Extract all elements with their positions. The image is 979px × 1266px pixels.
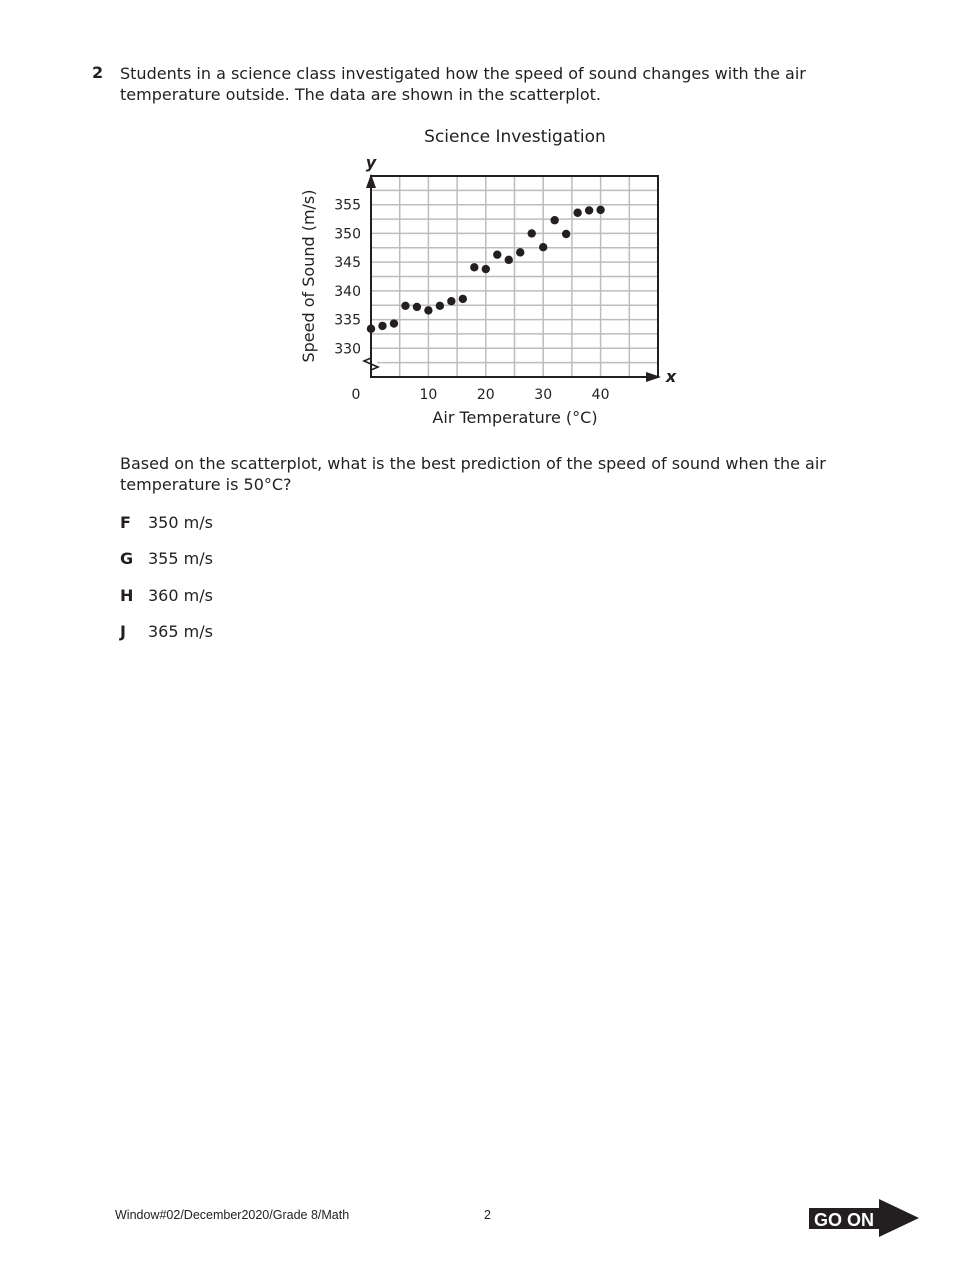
x-tick-label: 20 <box>476 387 495 403</box>
data-point <box>413 303 421 311</box>
data-point <box>459 295 467 303</box>
question-prompt: Based on the scatterplot, what is the best prediction of the speed of sound when the air temperature is 50°C? <box>120 454 826 494</box>
answer-choice-h[interactable] <box>120 586 213 605</box>
origin-label: 0 <box>351 387 361 403</box>
data-point <box>424 306 432 314</box>
data-point <box>573 209 581 217</box>
data-point <box>390 319 398 327</box>
arrow-right-icon <box>879 1199 919 1237</box>
chart-title: Science Investigation <box>424 127 606 147</box>
x-tick-label: 40 <box>591 387 610 403</box>
data-point <box>539 243 547 251</box>
scatterplot-chart <box>280 118 700 438</box>
y-axis-letter: y <box>365 153 377 172</box>
choice-text: 365 m/s <box>148 622 213 641</box>
choice-text: 360 m/s <box>148 586 213 605</box>
go-on-label: GO ON <box>814 1210 875 1230</box>
y-tick-label: 335 <box>334 312 361 329</box>
data-point <box>470 263 478 271</box>
x-tick-label: 30 <box>534 387 553 403</box>
choice-letter: G <box>120 549 134 568</box>
x-tick-label: 10 <box>419 387 438 403</box>
data-point <box>482 265 490 273</box>
data-point <box>585 206 593 214</box>
go-on-arrow <box>809 1197 921 1239</box>
page-number: 2 <box>484 1208 491 1222</box>
data-point <box>378 322 386 330</box>
question-stem: Students in a science class investigated how the speed of sound changes with the air temperature outside. The data are shown in the scatterplot. <box>120 64 806 104</box>
x-tick-labels <box>419 387 609 403</box>
data-point <box>401 302 409 310</box>
data-point <box>505 256 513 264</box>
choice-text: 350 m/s <box>148 513 213 532</box>
y-tick-label: 340 <box>334 283 361 300</box>
choice-letter: H <box>120 586 134 605</box>
footer-test-id: Window#02/December2020/Grade 8/Math <box>115 1208 350 1222</box>
answer-choice-f[interactable] <box>120 513 213 532</box>
choice-letter: J <box>120 622 126 641</box>
answer-choice-j[interactable] <box>120 622 213 641</box>
data-point <box>493 250 501 258</box>
choice-text: 355 m/s <box>148 549 213 568</box>
answer-choice-g[interactable] <box>120 549 213 568</box>
y-tick-labels <box>334 198 361 358</box>
data-point <box>562 230 570 238</box>
data-point <box>436 302 444 310</box>
data-point <box>367 325 375 333</box>
chart-grid <box>371 176 658 377</box>
data-point <box>596 206 604 214</box>
question-number: 2 <box>92 63 104 82</box>
y-tick-label: 345 <box>334 255 361 272</box>
y-tick-label: 355 <box>334 197 361 214</box>
y-tick-label: 330 <box>334 341 361 358</box>
data-point <box>528 229 536 237</box>
data-point <box>447 297 455 305</box>
x-axis-letter: x <box>665 367 677 386</box>
y-axis-label: Speed of Sound (m/s) <box>299 189 318 363</box>
data-point <box>550 216 558 224</box>
y-tick-label: 350 <box>334 226 361 243</box>
data-point <box>516 248 524 256</box>
x-axis-label: Air Temperature (°C) <box>432 408 598 427</box>
choice-letter: F <box>120 513 131 532</box>
